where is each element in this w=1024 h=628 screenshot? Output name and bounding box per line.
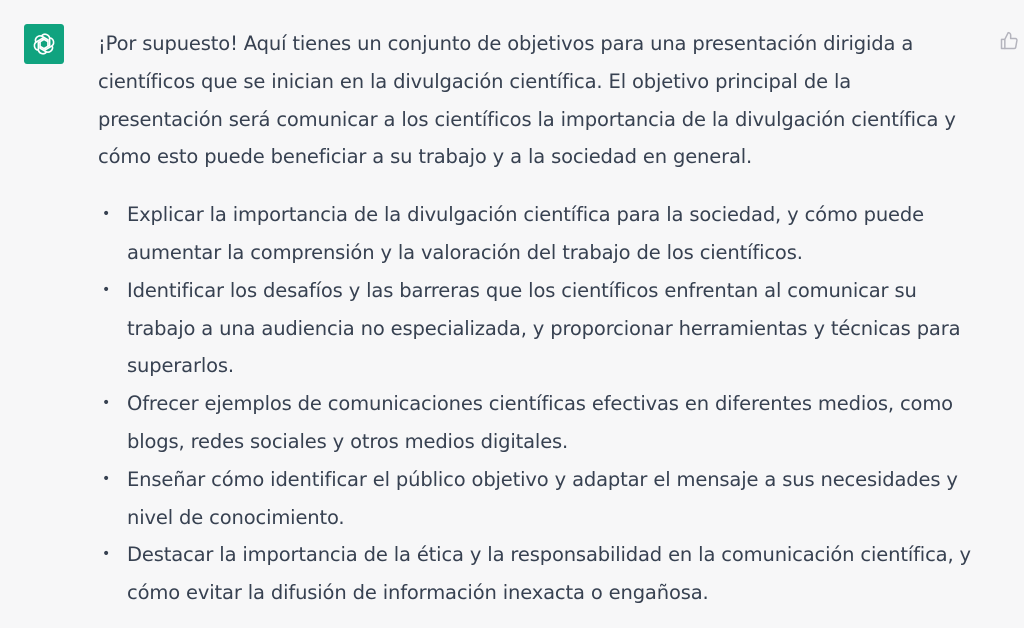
list-item bbox=[98, 536, 974, 612]
list-item-text: Enseñar cómo identificar el público objetivo y adaptar el mensaje a sus necesidades y nivel de conocimiento. bbox=[127, 467, 958, 529]
list-item bbox=[98, 272, 974, 385]
list-item bbox=[98, 196, 974, 272]
bullet-icon: • bbox=[102, 546, 111, 563]
list-item bbox=[98, 461, 974, 537]
thumbs-up-icon bbox=[999, 31, 1019, 51]
assistant-avatar bbox=[24, 24, 64, 64]
list-item bbox=[98, 385, 974, 461]
assistant-message bbox=[98, 25, 974, 612]
bullet-icon: • bbox=[102, 395, 111, 412]
objectives-list bbox=[98, 196, 974, 612]
bullet-icon: • bbox=[102, 206, 111, 223]
message-intro: ¡Por supuesto! Aquí tienes un conjunto de objetivos para una presentación dirigida a científicos que se inician en la divulgación científica. El objetivo principal de la presentación será comunicar a los científicos la importancia de la divulgación científica y cómo esto puede beneficiar a su trabajo y a la sociedad en general. bbox=[98, 32, 956, 169]
bullet-icon: • bbox=[102, 470, 111, 487]
list-item-text: Destacar la importancia de la ética y la responsabilidad en la comunicación científica, y cómo evitar la difusión de información inexacta o engañosa. bbox=[127, 543, 971, 605]
list-item-text: Explicar la importancia de la divulgación científica para la sociedad, y cómo puede aumentar la comprensión y la valoración del trabajo de los científicos. bbox=[127, 203, 924, 264]
thumbs-up-button[interactable] bbox=[998, 30, 1020, 52]
list-item-text: Ofrecer ejemplos de comunicaciones científicas efectivas en diferentes medios, como blogs, redes sociales y otros medios digitales. bbox=[127, 392, 953, 453]
bullet-icon: • bbox=[102, 281, 111, 298]
list-item-text: Identificar los desafíos y las barreras que los científicos enfrentan al comunicar su trabajo a una audiencia no especializada, y proporcionar herramientas y técnicas para superarlos. bbox=[127, 278, 961, 378]
openai-logo-icon bbox=[31, 31, 57, 57]
